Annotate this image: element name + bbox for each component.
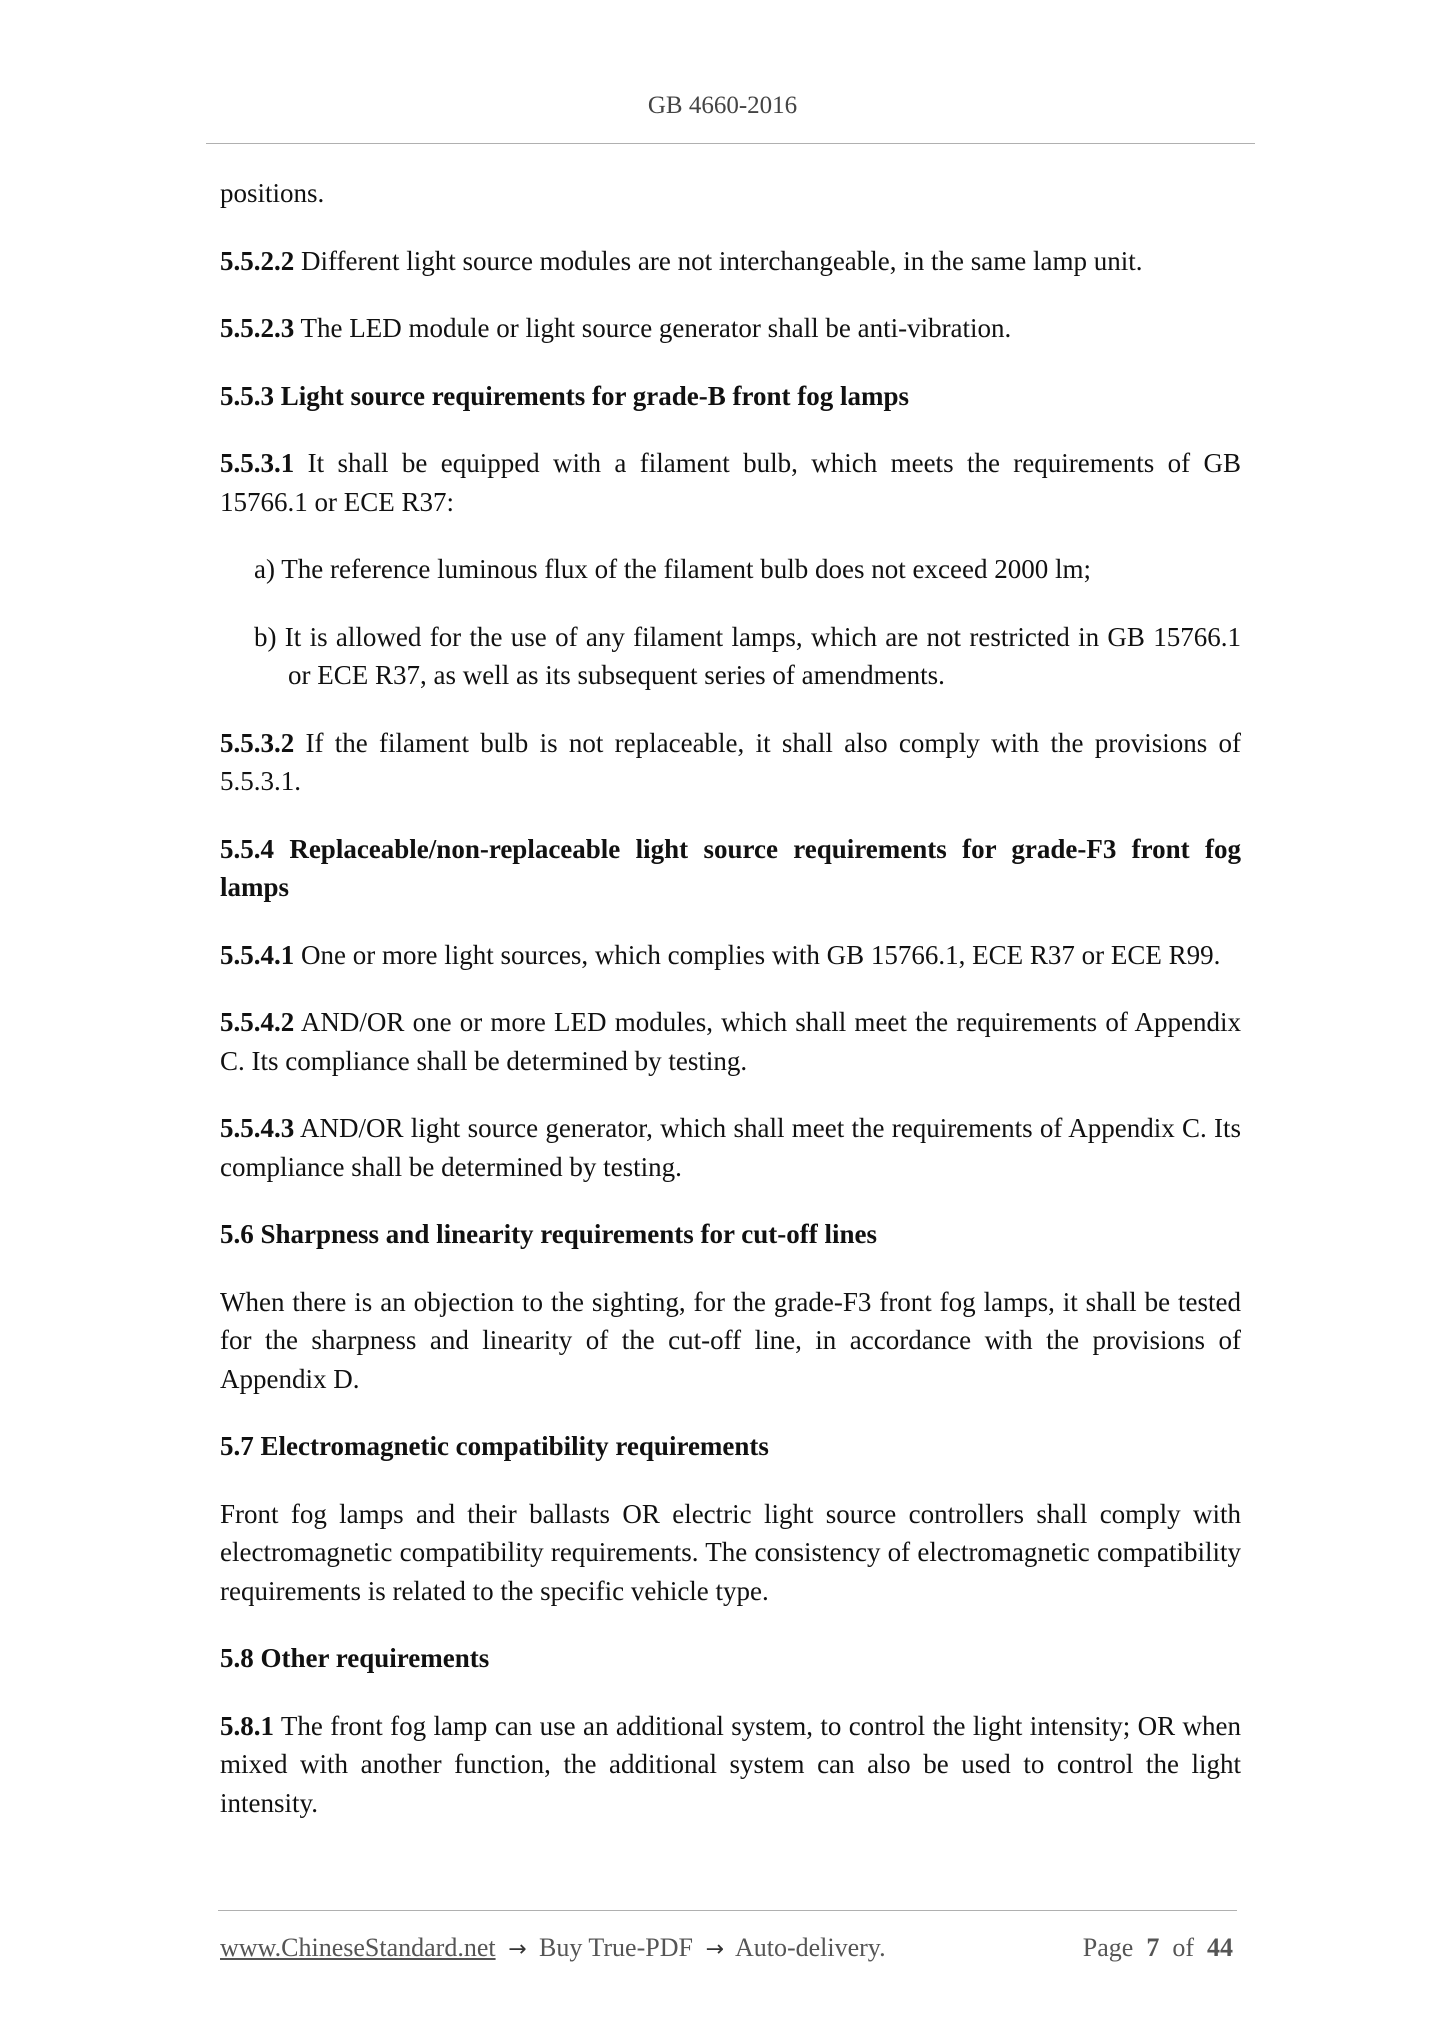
clause-text: It shall be equipped with a filament bulb, which meets the requirements of GB 15766.1 or ECE R37:: [220, 448, 1241, 517]
paragraph-5-6: When there is an objection to the sighting, for the grade-F3 front fog lamps, it shall be tested for the sharpness and linearity of the cut-off line, in accordance with the provisions of Appendix D.: [220, 1286, 1241, 1394]
clause-text: If the filament bulb is not replaceable, it shall also comply with the provisions of 5.5.3.1.: [220, 727, 1241, 796]
page-current: 7: [1146, 1933, 1160, 1962]
clause-number: 5.5.3.1: [220, 448, 295, 478]
clause-5-5-4-3: [220, 1109, 1241, 1186]
arrow-right-icon: →: [705, 1937, 724, 1962]
list-item-a: a) The reference luminous flux of the filament bulb does not exceed 2000 lm;: [254, 554, 1091, 584]
of-label: of: [1172, 1933, 1194, 1962]
footer-left: [220, 1933, 886, 1963]
paragraph-5-7: Front fog lamps and their ballasts OR electric light source controllers shall comply with electromagnetic compatibility requirements. The consistency of electromagnetic compatibility requirements is related to the specific vehicle type.: [220, 1498, 1241, 1606]
section-heading-5-7: 5.7 Electromagnetic compatibility requirements: [220, 1431, 769, 1461]
section-heading-5-5-3: 5.5.3 Light source requirements for grade-B front fog lamps: [220, 380, 909, 411]
clause-text: One or more light sources, which complies with GB 15766.1, ECE R37 or ECE R99.: [294, 939, 1221, 970]
clause-text: AND/OR one or more LED modules, which shall meet the requirements of Appendix C. Its compliance shall be determined by testing.: [220, 1007, 1241, 1076]
clause-number: 5.5.4.1: [220, 939, 295, 970]
arrow-right-icon: →: [508, 1937, 527, 1962]
clause-text: The LED module or light source generator shall be anti-vibration.: [294, 313, 1012, 343]
website-link[interactable]: www.ChineseStandard.net: [220, 1933, 496, 1962]
header-divider: [206, 143, 1255, 144]
paragraph-continuation: [220, 174, 1241, 213]
clause-number: 5.5.2.3: [220, 313, 295, 343]
buy-text: Buy True-PDF: [539, 1933, 693, 1962]
clause-5-8-1: [220, 1707, 1241, 1823]
clause-5-5-2-2: [220, 242, 1241, 281]
clause-text: AND/OR light source generator, which shall meet the requirements of Appendix C. Its compliance shall be determined by testing.: [220, 1113, 1241, 1182]
section-heading-5-8: 5.8 Other requirements: [220, 1643, 490, 1673]
clause-5-5-4-2: [220, 1003, 1241, 1080]
delivery-text: Auto-delivery.: [734, 1933, 886, 1962]
clause-5-5-2-3: [220, 309, 1241, 348]
clause-number: 5.5.4.2: [220, 1007, 295, 1037]
page-number: [1083, 1933, 1233, 1963]
clause-number: 5.5.2.2: [220, 245, 295, 276]
page-footer: [220, 1933, 1233, 1963]
paragraph-text: positions.: [220, 178, 325, 208]
clause-5-5-3-1: [220, 444, 1241, 521]
clause-text: The front fog lamp can use an additional system, to control the light intensity; OR when mixed with another function, the additional system can also be used to control the light intensity.: [220, 1710, 1241, 1818]
page-total: 44: [1207, 1933, 1233, 1962]
clause-number: 5.5.4.3: [220, 1113, 295, 1143]
section-heading-5-6: 5.6 Sharpness and linearity requirements for cut-off lines: [220, 1219, 878, 1249]
page-label: Page: [1082, 1933, 1134, 1962]
clause-number: 5.5.3.2: [220, 727, 295, 758]
footer-divider: [218, 1910, 1237, 1911]
clause-5-5-3-2: [220, 724, 1241, 801]
document-body: [220, 174, 1241, 1822]
clause-text: Different light source modules are not interchangeable, in the same lamp unit.: [294, 245, 1143, 276]
section-heading-5-5-4: 5.5.4 Replaceable/non-replaceable light source requirements for grade-F3 front fog lamps: [220, 833, 1241, 902]
list-item-b: b) It is allowed for the use of any filament lamps, which are not restricted in GB 15766.1 or ECE R37, as well as its subsequent series of amendments.: [254, 621, 1241, 690]
clause-5-5-4-1: [220, 936, 1241, 975]
page-header-title: GB 4660-2016: [647, 92, 798, 119]
clause-number: 5.8.1: [220, 1710, 274, 1741]
